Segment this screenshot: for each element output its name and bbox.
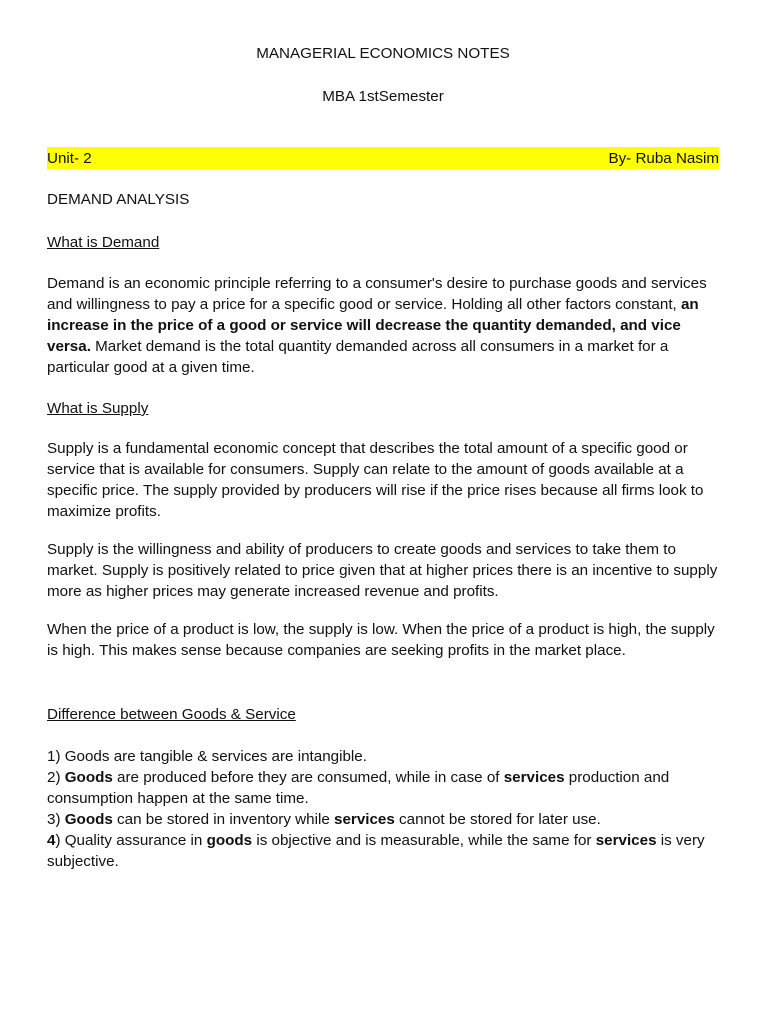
difference-item-3: 3) Goods can be stored in inventory while services cannot be stored for later use.	[47, 811, 601, 828]
supply-paragraph-2: Supply is the willingness and ability of producers to create goods and services to take them to market. Supply is positively related to price given that at higher prices there is an incentive to supply more as higher prices may generate increased revenue and profits.	[47, 541, 718, 600]
difference-list	[47, 746, 719, 872]
unit-label: Unit- 2	[47, 149, 92, 167]
demand-text-2: Market demand is the total quantity demanded across all consumers in a market for a particular good at a given time.	[47, 338, 669, 376]
unit-banner	[47, 147, 719, 169]
author-label: By- Ruba Nasim	[608, 149, 719, 167]
supply-heading: What is Supply	[47, 400, 149, 417]
document-subtitle: MBA 1stSemester	[322, 88, 444, 105]
document-title: MANAGERIAL ECONOMICS NOTES	[256, 45, 510, 62]
supply-paragraph-3: When the price of a product is low, the supply is low. When the price of a product is high, the supply is high. This makes sense because companies are seeking profits in the market place.	[47, 621, 715, 659]
difference-item-4: 4) Quality assurance in goods is objective and is measurable, while the same for services is very subjective.	[47, 832, 705, 870]
difference-item-2: 2) Goods are produced before they are consumed, while in case of services production and consumption happen at the same time.	[47, 769, 670, 807]
demand-paragraph	[47, 273, 719, 378]
difference-item-1: 1) Goods are tangible & services are intangible.	[47, 748, 367, 765]
section-title: DEMAND ANALYSIS	[47, 191, 190, 208]
demand-bold-text: an increase in the price of a good or service will decrease the quantity demanded, and vice versa.	[47, 296, 699, 355]
demand-heading: What is Demand	[47, 234, 160, 251]
supply-paragraph-1: Supply is a fundamental economic concept that describes the total amount of a specific good or service that is available for consumers. Supply can relate to the amount of goods available at a specific price. The supply provided by producers will rise if the price rises because all firms look to maximize profits.	[47, 440, 704, 520]
difference-heading: Difference between Goods & Service	[47, 706, 296, 723]
demand-text-1: Demand is an economic principle referring to a consumer's desire to purchase goods and services and willingness to pay a price for a specific good or service. Holding all other factors constant,	[47, 275, 707, 313]
